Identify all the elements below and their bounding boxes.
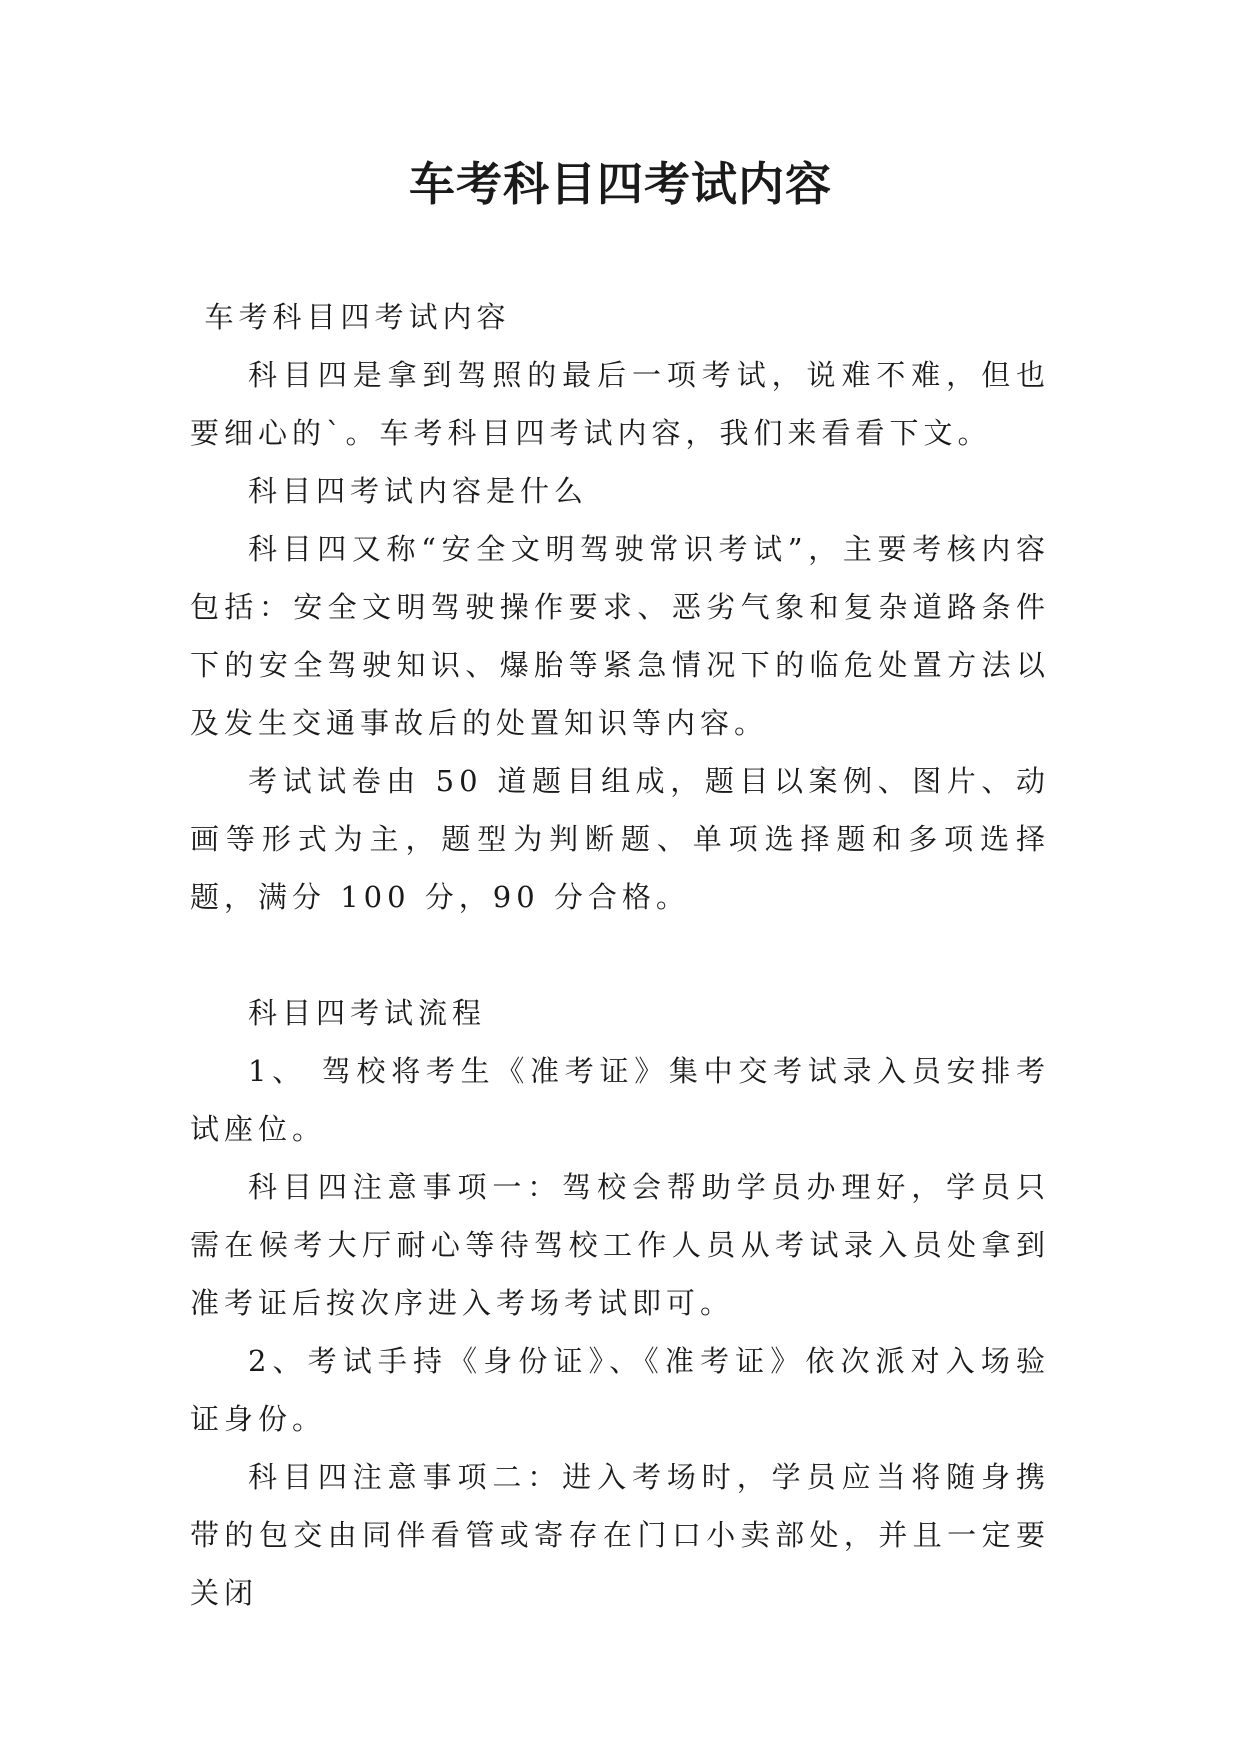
- paragraph: 科目四注意事项一：驾校会帮助学员办理好，学员只需在候考大厅耐心等待驾校工作人员从考试录入员处拿到准考证后按次序进入考场考试即可。: [190, 1170, 1050, 1320]
- paragraph: 科目四注意事项二：进入考场时，学员应当将随身携带的包交由同伴看管或寄存在门口小卖部处，并且一定要关闭: [190, 1460, 1050, 1610]
- section-heading: 科目四考试内容是什么: [248, 474, 589, 508]
- document-title: 车考科目四考试内容: [409, 157, 832, 211]
- paragraph: 1、 驾校将考生《准考证》集中交考试录入员安排考试座位。: [190, 1054, 1050, 1146]
- paragraph: 2、考试手持《身份证》、《准考证》依次派对入场验证身份。: [190, 1344, 1050, 1436]
- paragraph: 科目四是拿到驾照的最后一项考试，说难不难，但也要细心的`。车考科目四考试内容，我们来看看下文。: [190, 358, 1050, 450]
- paragraph: 科目四又称“安全文明驾驶常识考试”，主要考核内容包括：安全文明驾驶操作要求、恶劣气象和复杂道路条件下的安全驾驶知识、爆胎等紧急情况下的临危处置方法以及发生交通事故后的处置知识等内容。: [190, 532, 1050, 740]
- paragraph: 考试试卷由 50 道题目组成，题目以案例、图片、动画等形式为主，题型为判断题、单项选择题和多项选择题，满分 100 分，90 分合格。: [190, 764, 1050, 914]
- section-heading: 科目四考试流程: [248, 996, 487, 1030]
- paragraph-subtitle: 车考科目四考试内容: [204, 300, 511, 334]
- blank-line: [190, 926, 1050, 984]
- document-body: [190, 288, 1050, 1622]
